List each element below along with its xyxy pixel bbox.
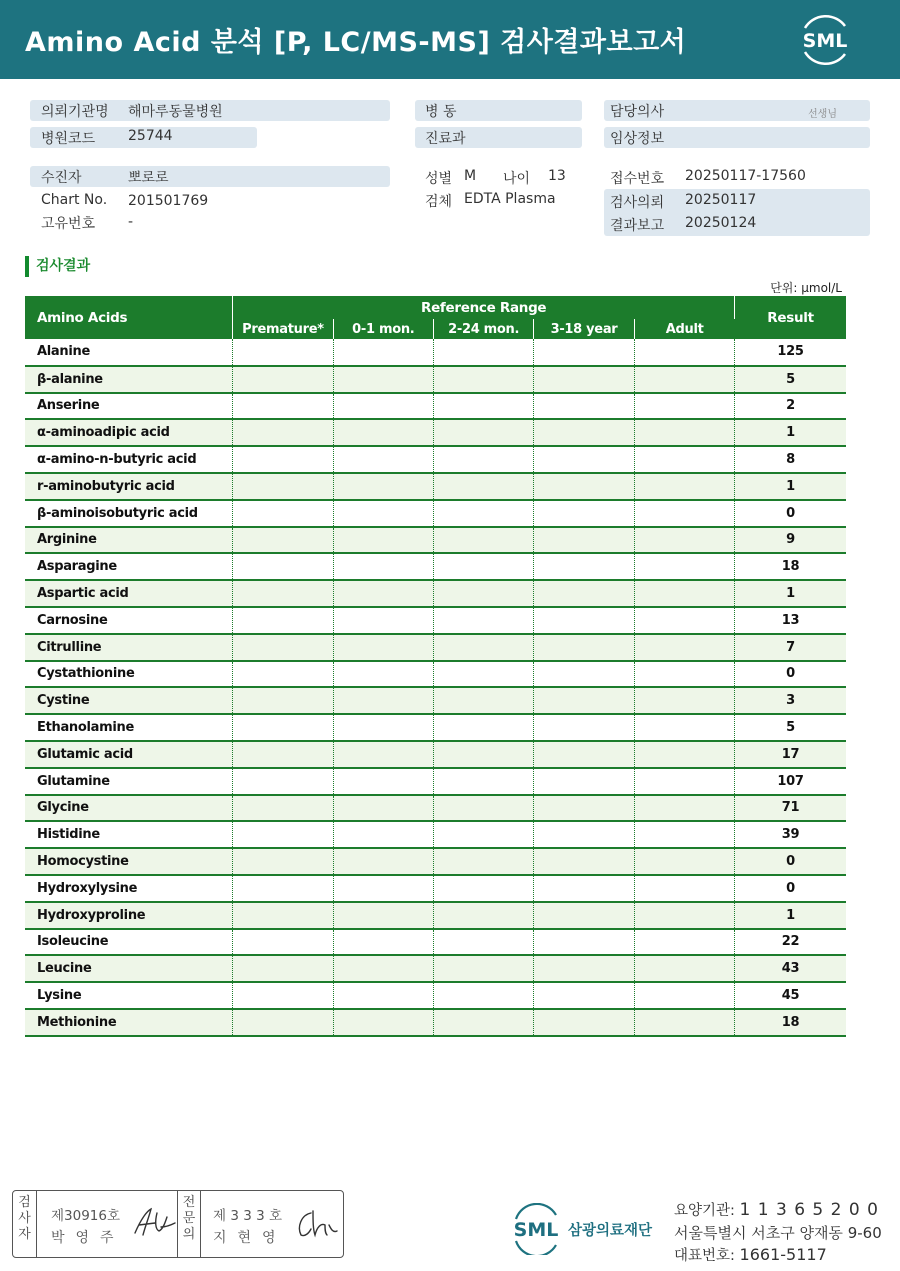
result-value: 0 xyxy=(735,661,846,688)
result-value: 1 xyxy=(735,473,846,500)
reference-range-cell xyxy=(433,393,533,420)
unique-no-value: - xyxy=(128,214,134,230)
result-value: 45 xyxy=(735,982,846,1009)
tester-signature-icon xyxy=(131,1205,177,1239)
reference-range-cell xyxy=(433,661,533,688)
table-row xyxy=(25,741,846,768)
reference-range-cell xyxy=(333,339,433,366)
reference-range-cell xyxy=(534,366,634,393)
result-value: 18 xyxy=(735,553,846,580)
logo-text: SML xyxy=(802,30,848,52)
reference-range-cell xyxy=(433,795,533,822)
request-date-value: 20250117 xyxy=(685,192,757,208)
reference-range-cell xyxy=(333,661,433,688)
reference-range-cell xyxy=(433,553,533,580)
range-header-0-1-mon: 0-1 mon. xyxy=(333,319,433,339)
reference-range-cell xyxy=(233,473,333,500)
reference-range-cell xyxy=(233,553,333,580)
reference-range-cell xyxy=(534,848,634,875)
result-value: 0 xyxy=(735,500,846,527)
reference-range-cell xyxy=(333,955,433,982)
amino-acid-name: Ethanolamine xyxy=(25,714,233,741)
reference-range-cell xyxy=(433,768,533,795)
specialist-label: 전 문 의 xyxy=(177,1191,201,1257)
reference-range-cell xyxy=(333,527,433,554)
table-row xyxy=(25,929,846,956)
reference-range-cell xyxy=(333,741,433,768)
amino-acid-name: Citrulline xyxy=(25,634,233,661)
table-row xyxy=(25,473,846,500)
reference-range-cell xyxy=(233,848,333,875)
reference-range-cell xyxy=(433,714,533,741)
reference-range-cell xyxy=(634,580,734,607)
unit-label: 단위: μmol/L xyxy=(770,281,842,295)
specimen-label: 검체 xyxy=(425,194,453,210)
table-row xyxy=(25,848,846,875)
reference-range-header: Reference Range xyxy=(233,296,735,319)
report-date-label: 결과보고 xyxy=(610,218,665,234)
report-header xyxy=(0,0,900,79)
care-institution-label: 요양기관: xyxy=(674,1203,735,1219)
table-row xyxy=(25,527,846,554)
reference-range-cell xyxy=(634,768,734,795)
result-value: 13 xyxy=(735,607,846,634)
reference-range-cell xyxy=(534,929,634,956)
reference-range-cell xyxy=(233,768,333,795)
phone-value: 1661-5117 xyxy=(739,1245,827,1264)
reference-range-cell xyxy=(433,848,533,875)
care-institution-value: 1 1 3 6 5 2 0 0 xyxy=(739,1200,879,1220)
table-row xyxy=(25,875,846,902)
reference-range-cell xyxy=(634,473,734,500)
reference-range-cell xyxy=(634,393,734,420)
table-row xyxy=(25,795,846,822)
reference-range-cell xyxy=(433,446,533,473)
result-value: 3 xyxy=(735,687,846,714)
reference-range-cell xyxy=(634,553,734,580)
reference-range-cell xyxy=(333,929,433,956)
reference-range-cell xyxy=(333,634,433,661)
result-value: 71 xyxy=(735,795,846,822)
table-row xyxy=(25,821,846,848)
amino-acid-name: Lysine xyxy=(25,982,233,1009)
result-value: 1 xyxy=(735,419,846,446)
sex-value: M xyxy=(464,168,477,184)
reference-range-cell xyxy=(634,848,734,875)
reference-range-cell xyxy=(634,339,734,366)
amino-acid-name: Isoleucine xyxy=(25,929,233,956)
footer-logo-text: SML xyxy=(513,1219,559,1241)
reference-range-cell xyxy=(333,848,433,875)
table-row xyxy=(25,687,846,714)
table-row xyxy=(25,607,846,634)
amino-acid-name: Glutamine xyxy=(25,768,233,795)
reference-range-cell xyxy=(433,687,533,714)
reference-range-cell xyxy=(233,902,333,929)
hospital-code-label: 병원코드 xyxy=(41,131,96,147)
range-header-premature: Premature* xyxy=(233,319,333,339)
reference-range-cell xyxy=(433,982,533,1009)
unique-no-label: 고유번호 xyxy=(41,216,96,232)
table-row xyxy=(25,553,846,580)
tester-name: 박영주 xyxy=(51,1230,125,1246)
amino-acid-name: Cystathionine xyxy=(25,661,233,688)
amino-acid-name: Carnosine xyxy=(25,607,233,634)
reference-range-cell xyxy=(233,634,333,661)
table-row xyxy=(25,634,846,661)
reference-range-cell xyxy=(233,982,333,1009)
reference-range-cell xyxy=(333,500,433,527)
reference-range-cell xyxy=(433,366,533,393)
reference-range-cell xyxy=(333,687,433,714)
result-value: 1 xyxy=(735,580,846,607)
reference-range-cell xyxy=(333,366,433,393)
reference-range-cell xyxy=(433,929,533,956)
result-value: 43 xyxy=(735,955,846,982)
result-value: 7 xyxy=(735,634,846,661)
reference-range-cell xyxy=(534,955,634,982)
reference-range-cell xyxy=(534,795,634,822)
reference-range-cell xyxy=(534,580,634,607)
reference-range-cell xyxy=(534,741,634,768)
age-label: 나이 xyxy=(503,171,531,187)
amino-acid-name: Glutamic acid xyxy=(25,741,233,768)
reference-range-cell xyxy=(333,714,433,741)
reference-range-cell xyxy=(433,741,533,768)
result-value: 17 xyxy=(735,741,846,768)
result-value: 8 xyxy=(735,446,846,473)
results-table xyxy=(25,296,846,1037)
reference-range-cell xyxy=(333,768,433,795)
range-header-3-18-year: 3-18 year xyxy=(534,319,634,339)
reference-range-cell xyxy=(233,339,333,366)
chart-no-value: 201501769 xyxy=(128,193,209,209)
reference-range-cell xyxy=(634,446,734,473)
reference-range-cell xyxy=(233,661,333,688)
result-value: 0 xyxy=(735,848,846,875)
amino-acid-name: β-alanine xyxy=(25,366,233,393)
amino-acid-name: Arginine xyxy=(25,527,233,554)
reference-range-cell xyxy=(333,795,433,822)
reference-range-cell xyxy=(233,607,333,634)
reference-range-cell xyxy=(233,527,333,554)
amino-acid-name: α-amino-n-butyric acid xyxy=(25,446,233,473)
reference-range-cell xyxy=(433,875,533,902)
amino-acid-name: Anserine xyxy=(25,393,233,420)
reference-range-cell xyxy=(634,955,734,982)
reference-range-cell xyxy=(333,607,433,634)
reference-range-cell xyxy=(534,875,634,902)
table-row xyxy=(25,366,846,393)
sex-label: 성별 xyxy=(425,171,453,187)
reference-range-cell xyxy=(233,821,333,848)
reference-range-cell xyxy=(634,661,734,688)
amino-acid-name: Asparagine xyxy=(25,553,233,580)
doctor-label: 담당의사 xyxy=(610,104,665,120)
table-row xyxy=(25,446,846,473)
reference-range-cell xyxy=(634,366,734,393)
results-section-title: 검사결과 xyxy=(25,256,90,277)
reference-range-cell xyxy=(634,741,734,768)
table-row xyxy=(25,339,846,366)
tester-number: 제30916호 xyxy=(51,1208,121,1224)
reference-range-cell xyxy=(433,500,533,527)
reference-range-cell xyxy=(634,795,734,822)
chart-no-label: Chart No. xyxy=(41,192,108,208)
table-row xyxy=(25,393,846,420)
specialist-number: 제 3 3 3 호 xyxy=(213,1208,283,1224)
report-title: Amino Acid 분석 [P, LC/MS-MS] 검사결과보고서 xyxy=(25,27,687,58)
specialist-signature-icon xyxy=(293,1207,339,1241)
reference-range-cell xyxy=(534,902,634,929)
reference-range-cell xyxy=(534,661,634,688)
reference-range-cell xyxy=(433,473,533,500)
specialist-name: 지현영 xyxy=(213,1230,287,1246)
reference-range-cell xyxy=(233,929,333,956)
reference-range-cell xyxy=(233,687,333,714)
reference-range-cell xyxy=(534,634,634,661)
reference-range-cell xyxy=(534,1009,634,1036)
results-body xyxy=(25,339,846,1036)
reference-range-cell xyxy=(233,1009,333,1036)
reference-range-cell xyxy=(333,419,433,446)
org-name: 삼광의료재단 xyxy=(568,1223,653,1239)
amino-acid-name: r-aminobutyric acid xyxy=(25,473,233,500)
reference-range-cell xyxy=(634,875,734,902)
reference-range-cell xyxy=(333,393,433,420)
care-institution xyxy=(674,1199,879,1220)
amino-acid-name: Alanine xyxy=(25,339,233,366)
reference-range-cell xyxy=(433,419,533,446)
reference-range-cell xyxy=(333,446,433,473)
amino-acids-header: Amino Acids xyxy=(25,296,233,339)
reference-range-cell xyxy=(333,553,433,580)
amino-acid-name: Hydroxylysine xyxy=(25,875,233,902)
reference-range-cell xyxy=(534,473,634,500)
result-value: 1 xyxy=(735,902,846,929)
reference-range-cell xyxy=(634,419,734,446)
table-row xyxy=(25,714,846,741)
reference-range-cell xyxy=(634,634,734,661)
range-header-adult: Adult xyxy=(634,319,734,339)
specimen-value: EDTA Plasma xyxy=(464,191,556,207)
hospital-code-value: 25744 xyxy=(128,128,173,144)
reference-range-cell xyxy=(634,687,734,714)
reference-range-cell xyxy=(333,473,433,500)
reference-range-cell xyxy=(233,875,333,902)
reference-range-cell xyxy=(233,580,333,607)
reference-range-cell xyxy=(534,339,634,366)
reference-range-cell xyxy=(634,1009,734,1036)
department-label: 진료과 xyxy=(425,131,466,147)
reference-range-cell xyxy=(433,607,533,634)
signature-box xyxy=(12,1190,344,1258)
reference-range-cell xyxy=(233,500,333,527)
table-row xyxy=(25,1009,846,1036)
ward-label: 병 동 xyxy=(425,104,457,120)
result-value: 18 xyxy=(735,1009,846,1036)
reference-range-cell xyxy=(433,634,533,661)
reference-range-cell xyxy=(333,821,433,848)
table-row xyxy=(25,768,846,795)
amino-acid-name: Glycine xyxy=(25,795,233,822)
reference-range-cell xyxy=(534,982,634,1009)
reference-range-cell xyxy=(534,419,634,446)
reference-range-cell xyxy=(534,714,634,741)
patient-box xyxy=(30,166,390,187)
result-value: 39 xyxy=(735,821,846,848)
table-row xyxy=(25,955,846,982)
reference-range-cell xyxy=(333,875,433,902)
receipt-no-value: 20250117-17560 xyxy=(685,168,806,184)
reference-range-cell xyxy=(233,393,333,420)
reference-range-cell xyxy=(333,982,433,1009)
reference-range-cell xyxy=(233,366,333,393)
range-header-2-24-mon: 2-24 mon. xyxy=(433,319,533,339)
result-value: 125 xyxy=(735,339,846,366)
reference-range-cell xyxy=(233,446,333,473)
doctor-suffix: 선생님 xyxy=(808,109,837,120)
amino-acid-name: Aspartic acid xyxy=(25,580,233,607)
reference-range-cell xyxy=(233,714,333,741)
reference-range-cell xyxy=(534,607,634,634)
sml-logo-icon xyxy=(795,12,855,67)
result-value: 2 xyxy=(735,393,846,420)
result-value: 9 xyxy=(735,527,846,554)
reference-range-cell xyxy=(333,580,433,607)
reference-range-cell xyxy=(233,795,333,822)
amino-acid-name: α-aminoadipic acid xyxy=(25,419,233,446)
reference-range-cell xyxy=(634,821,734,848)
reference-range-cell xyxy=(534,768,634,795)
footer-sml-logo-icon xyxy=(510,1203,670,1255)
reference-range-cell xyxy=(534,553,634,580)
reference-range-cell xyxy=(433,527,533,554)
tester-label: 검 사 자 xyxy=(13,1191,37,1257)
reference-range-cell xyxy=(433,821,533,848)
reference-range-cell xyxy=(534,687,634,714)
reference-range-cell xyxy=(634,607,734,634)
reference-range-cell xyxy=(233,419,333,446)
reference-range-cell xyxy=(333,1009,433,1036)
patient-value: 뽀로로 xyxy=(128,170,169,186)
amino-acid-name: β-aminoisobutyric acid xyxy=(25,500,233,527)
reference-range-cell xyxy=(534,446,634,473)
table-row xyxy=(25,580,846,607)
address: 서울특별시 서초구 양재동 9-60 xyxy=(674,1224,882,1242)
result-value: 107 xyxy=(735,768,846,795)
receipt-no-label: 접수번호 xyxy=(610,171,665,187)
reference-range-cell xyxy=(433,1009,533,1036)
table-row xyxy=(25,661,846,688)
reference-range-cell xyxy=(534,500,634,527)
table-row xyxy=(25,419,846,446)
amino-acid-name: Histidine xyxy=(25,821,233,848)
result-value: 5 xyxy=(735,366,846,393)
institution-value: 해마루동물병원 xyxy=(128,104,223,120)
result-value: 5 xyxy=(735,714,846,741)
reference-range-cell xyxy=(634,929,734,956)
amino-acid-name: Homocystine xyxy=(25,848,233,875)
reference-range-cell xyxy=(534,393,634,420)
reference-range-cell xyxy=(433,339,533,366)
result-value: 22 xyxy=(735,929,846,956)
clinical-label: 임상정보 xyxy=(610,131,665,147)
amino-acid-name: Leucine xyxy=(25,955,233,982)
age-value: 13 xyxy=(548,168,566,184)
reference-range-cell xyxy=(634,902,734,929)
table-row xyxy=(25,902,846,929)
reference-range-cell xyxy=(634,527,734,554)
result-header: Result xyxy=(735,296,846,339)
result-value: 0 xyxy=(735,875,846,902)
request-date-label: 검사의뢰 xyxy=(610,195,665,211)
amino-acid-name: Methionine xyxy=(25,1009,233,1036)
reference-range-cell xyxy=(233,955,333,982)
amino-acid-name: Hydroxyproline xyxy=(25,902,233,929)
reference-range-cell xyxy=(634,982,734,1009)
patient-label: 수진자 xyxy=(41,170,82,186)
institution-label: 의뢰기관명 xyxy=(41,104,109,120)
reference-range-cell xyxy=(634,714,734,741)
phone-label: 대표번호: xyxy=(674,1248,735,1264)
reference-range-cell xyxy=(433,580,533,607)
phone xyxy=(674,1244,827,1265)
reference-range-cell xyxy=(634,500,734,527)
amino-acid-name: Cystine xyxy=(25,687,233,714)
reference-range-cell xyxy=(534,527,634,554)
reference-range-cell xyxy=(433,902,533,929)
reference-range-cell xyxy=(233,741,333,768)
reference-range-cell xyxy=(433,955,533,982)
report-date-value: 20250124 xyxy=(685,215,757,231)
table-row xyxy=(25,500,846,527)
reference-range-cell xyxy=(534,821,634,848)
reference-range-cell xyxy=(333,902,433,929)
table-row xyxy=(25,982,846,1009)
